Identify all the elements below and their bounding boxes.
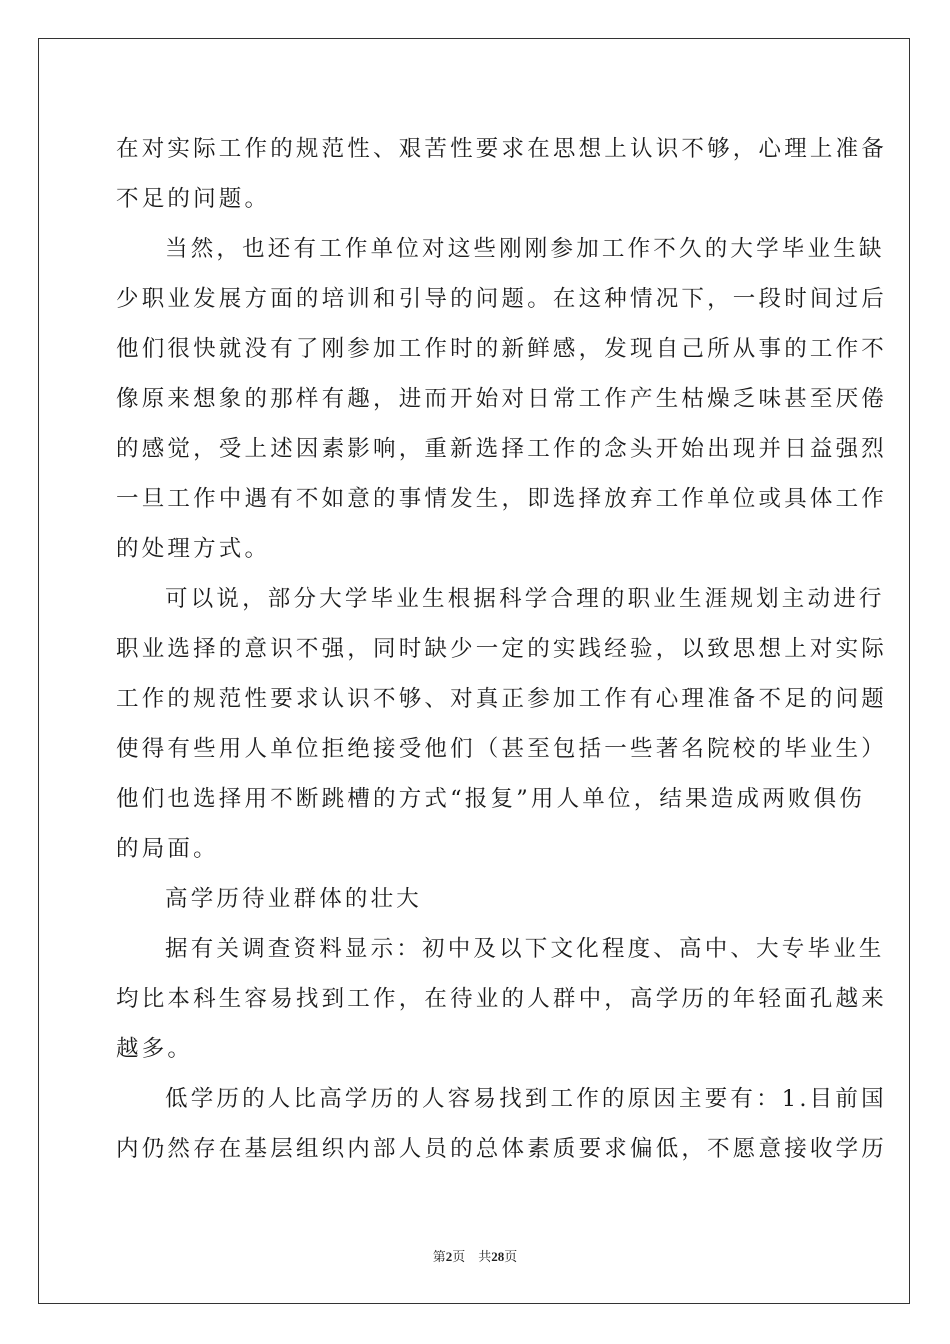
page-prefix: 第 (432, 1249, 446, 1264)
text-line: 他们也选择用不断跳槽的方式“报复”用人单位，结果造成两败俱伤 (116, 786, 866, 812)
total-prefix: 共 (478, 1249, 492, 1264)
text-line: 不足的问题。 (116, 186, 271, 212)
text-line: 的局面。 (116, 836, 219, 862)
text-line: 像原来想象的那样有趣，进而开始对日常工作产生枯燥乏味甚至厌倦 (116, 386, 888, 412)
paragraph-start: 可以说，部分大学毕业生根据科学合理的职业生涯规划主动进行 (165, 586, 885, 612)
text-line: 使得有些用人单位拒绝接受他们（甚至包括一些著名院校的毕业生） (116, 736, 888, 762)
text-line: 在对实际工作的规范性、艰苦性要求在思想上认识不够，心理上准备 (116, 136, 888, 162)
section-heading: 高学历待业群体的壮大 (165, 886, 423, 912)
text-line: 一旦工作中遇有不如意的事情发生，即选择放弃工作单位或具体工作 (116, 486, 888, 512)
page-border (38, 38, 910, 1304)
text-line: 的感觉，受上述因素影响，重新选择工作的念头开始出现并日益强烈 (116, 436, 888, 462)
paragraph-start: 当然，也还有工作单位对这些刚刚参加工作不久的大学毕业生缺 (165, 236, 885, 262)
page-unit: 页 (452, 1249, 466, 1264)
text-line: 的处理方式。 (116, 536, 271, 562)
text-line: 少职业发展方面的培训和引导的问题。在这种情况下，一段时间过后 (116, 286, 888, 312)
text-line: 职业选择的意识不强，同时缺少一定的实践经验，以致思想上对实际 (116, 636, 888, 662)
page-footer (0, 1248, 950, 1266)
text-line: 他们很快就没有了刚参加工作时的新鲜感，发现自己所从事的工作不 (116, 336, 888, 362)
total-unit: 页 (504, 1249, 518, 1264)
text-line: 内仍然存在基层组织内部人员的总体素质要求偏低，不愿意接收学历 (116, 1136, 888, 1162)
paragraph-start: 据有关调查资料显示：初中及以下文化程度、高中、大专毕业生 (165, 936, 885, 962)
text-line: 均比本科生容易找到工作，在待业的人群中，高学历的年轻面孔越来 (116, 986, 888, 1012)
total-page-count: 28 (491, 1249, 505, 1264)
current-page-number: 2 (445, 1249, 453, 1264)
paragraph-start: 低学历的人比高学历的人容易找到工作的原因主要有：1.目前国 (165, 1086, 887, 1112)
text-line: 越多。 (116, 1036, 194, 1062)
text-line: 工作的规范性要求认识不够、对真正参加工作有心理准备不足的问题 (116, 686, 888, 712)
